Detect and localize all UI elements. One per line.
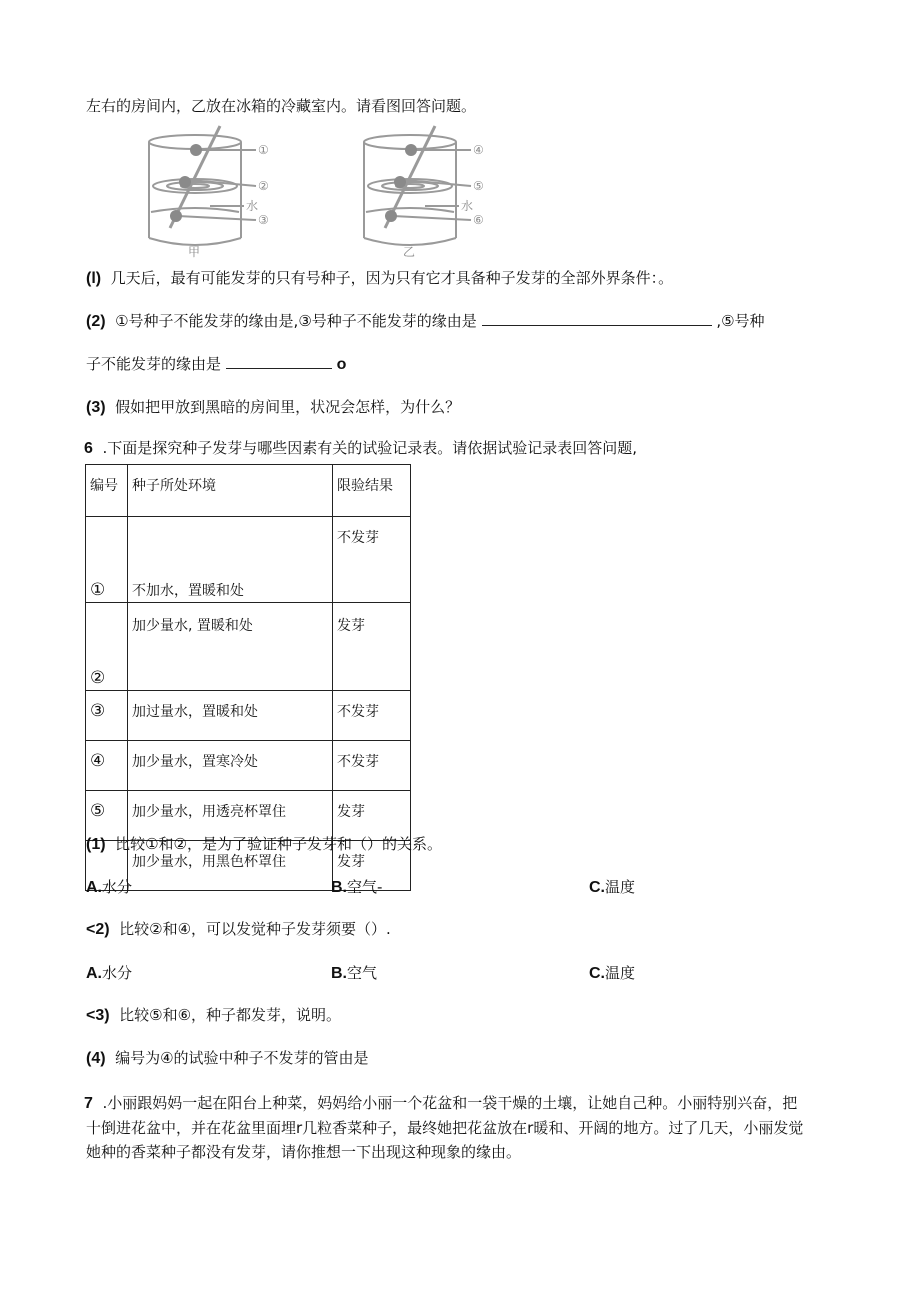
q6-sub1 bbox=[86, 834, 442, 855]
option-letter: C. bbox=[589, 879, 605, 896]
row-id: ③ bbox=[90, 701, 106, 721]
q5-part2-text-b: ,⑤号种 bbox=[716, 312, 765, 330]
figure-right-label-6: ⑥ bbox=[473, 213, 484, 227]
row-env: 加少量水，用黑色杯罩住 bbox=[128, 841, 333, 891]
q5-part2-text-a: ①号种子不能发芽的缘由是,③号种子不能发芽的缘由是 bbox=[115, 312, 477, 330]
option-text: 空气 bbox=[347, 964, 378, 982]
row-id: ④ bbox=[90, 751, 106, 771]
q6-sub3-text: 比较⑤和⑥，种子都发芽，说明。 bbox=[119, 1006, 342, 1024]
option-text: 温度 bbox=[605, 964, 636, 982]
q7-line3: 她种的香菜种子都没有发芽，请你推想一下出现这种现象的缘由。 bbox=[86, 1143, 522, 1161]
row-env: 加少量水，用透亮杯罩住 bbox=[128, 791, 333, 841]
row-result: 不发芽 bbox=[333, 741, 411, 791]
option-letter: C. bbox=[589, 965, 605, 982]
q6-sub4 bbox=[86, 1048, 369, 1069]
q7-number: 7 bbox=[84, 1095, 93, 1112]
row-env: 加少量水, 置暖和处 bbox=[128, 603, 333, 691]
q5-part3-number: (3) bbox=[86, 399, 106, 416]
q7-line1 bbox=[84, 1093, 797, 1114]
q5-part1-number: (l) bbox=[86, 270, 102, 287]
figure-left-label-1: ① bbox=[258, 143, 269, 157]
figure-right-label-water: 水 bbox=[461, 199, 474, 213]
figure-left-label-water: 水 bbox=[246, 199, 259, 213]
q6-sub3-number: <3) bbox=[86, 1007, 110, 1024]
q6-stem-text: .下面是探究种子发芽与哪些因素有关的试验记录表。请依据试验记录表回答问题, bbox=[102, 439, 637, 457]
option-letter: A. bbox=[86, 965, 102, 982]
figure-right-label-5: ⑤ bbox=[473, 179, 484, 193]
q6-sub1-option-b[interactable] bbox=[331, 876, 382, 897]
row-id: ② bbox=[90, 668, 106, 688]
figure-right-caption: 乙 bbox=[403, 245, 416, 259]
q5-part2-number: (2) bbox=[86, 313, 106, 330]
option-letter: B. bbox=[331, 965, 347, 982]
q5-part2-end: o bbox=[336, 356, 347, 373]
option-text: 水分 bbox=[102, 878, 133, 896]
row-id: ⑤ bbox=[90, 801, 106, 821]
option-letter: A. bbox=[86, 879, 102, 896]
table-row bbox=[86, 791, 411, 841]
figure-left-caption: 甲 bbox=[188, 245, 201, 259]
q6-sub1-text: 比较①和②，是为了验证种子发芽和（）的关系。 bbox=[115, 835, 443, 853]
table-header-row bbox=[86, 465, 411, 517]
q5-part2-blank-5[interactable] bbox=[226, 354, 332, 369]
q6-sub3 bbox=[86, 1005, 341, 1026]
experiment-table bbox=[85, 464, 411, 891]
table-header-env: 种子所处环境 bbox=[128, 465, 333, 517]
figure-right-label-4: ④ bbox=[473, 143, 484, 157]
q5-part1-text: 几天后，最有可能发芽的只有号种子，因为只有它才具备种子发芽的全部外界条件：。 bbox=[110, 269, 674, 287]
q6-sub2-text: 比较②和④，可以发觉种子发芽须要（）. bbox=[119, 920, 391, 938]
q7-line2: 十倒进花盆中，并在花盆里面埋r几粒香菜种子，最终她把花盆放在r暖和、开阔的地方。过了几天，小丽发觉 bbox=[86, 1119, 804, 1137]
q6-sub1-option-c[interactable] bbox=[589, 876, 635, 897]
option-letter: B. bbox=[331, 879, 347, 896]
q6-stem bbox=[84, 438, 637, 459]
row-env: 不加水，置暖和处 bbox=[128, 517, 333, 603]
table-row bbox=[86, 691, 411, 741]
q6-sub4-text: 编号为④的试验中种子不发芽的管由是 bbox=[115, 1049, 369, 1067]
figure-left-label-2: ② bbox=[258, 179, 269, 193]
q6-sub2-option-b[interactable] bbox=[331, 962, 377, 983]
q5-part3-text: 假如把甲放到黑暗的房间里，状况会怎样，为什么？ bbox=[115, 398, 461, 416]
beaker-figure-left bbox=[140, 120, 290, 260]
q5-part2-line2 bbox=[86, 354, 346, 375]
q6-sub1-number: (1) bbox=[86, 836, 106, 853]
figure-left-label-3: ③ bbox=[258, 213, 269, 227]
table-header-id: 编号 bbox=[86, 465, 128, 517]
option-text: 温度 bbox=[605, 878, 636, 896]
q6-sub4-number: (4) bbox=[86, 1050, 106, 1067]
row-result: 发芽 bbox=[333, 791, 411, 841]
table-row bbox=[86, 741, 411, 791]
q6-sub2-number: <2) bbox=[86, 921, 110, 938]
q5-part2 bbox=[86, 311, 765, 332]
q5-part1 bbox=[86, 268, 673, 289]
q5-part2-line2-text: 子不能发芽的缘由是 bbox=[86, 355, 222, 373]
table-row bbox=[86, 517, 411, 603]
intro-line: 左右的房间内，乙放在冰箱的冷藏室内。请看图回答问题。 bbox=[86, 97, 477, 115]
q6-sub2-option-c[interactable] bbox=[589, 962, 635, 983]
q5-part2-blank-3[interactable] bbox=[482, 311, 712, 326]
q5-part3 bbox=[86, 397, 460, 418]
q6-number: 6 bbox=[84, 440, 93, 457]
table-row bbox=[86, 603, 411, 691]
row-env: 加过量水，置暖和处 bbox=[128, 691, 333, 741]
row-result: 发芽 bbox=[333, 841, 411, 891]
q6-sub2-option-a[interactable] bbox=[86, 962, 132, 983]
beaker-figure-right bbox=[355, 120, 505, 260]
row-result: 不发芽 bbox=[333, 691, 411, 741]
option-text: 水分 bbox=[102, 964, 133, 982]
row-id: ① bbox=[90, 580, 106, 600]
q6-sub1-option-a[interactable] bbox=[86, 876, 132, 897]
row-env: 加少量水，置寒冷处 bbox=[128, 741, 333, 791]
q6-sub2 bbox=[86, 919, 391, 940]
option-text: 空气- bbox=[347, 878, 383, 896]
row-result: 发芽 bbox=[333, 603, 411, 691]
q7-line1-text: .小丽跟妈妈一起在阳台上种菜，妈妈给小丽一个花盆和一袋干燥的土壤，让她自己种。小丽特别兴奋，把 bbox=[102, 1094, 798, 1112]
table-header-result: 限验结果 bbox=[333, 465, 411, 517]
row-result: 不发芽 bbox=[333, 517, 411, 603]
